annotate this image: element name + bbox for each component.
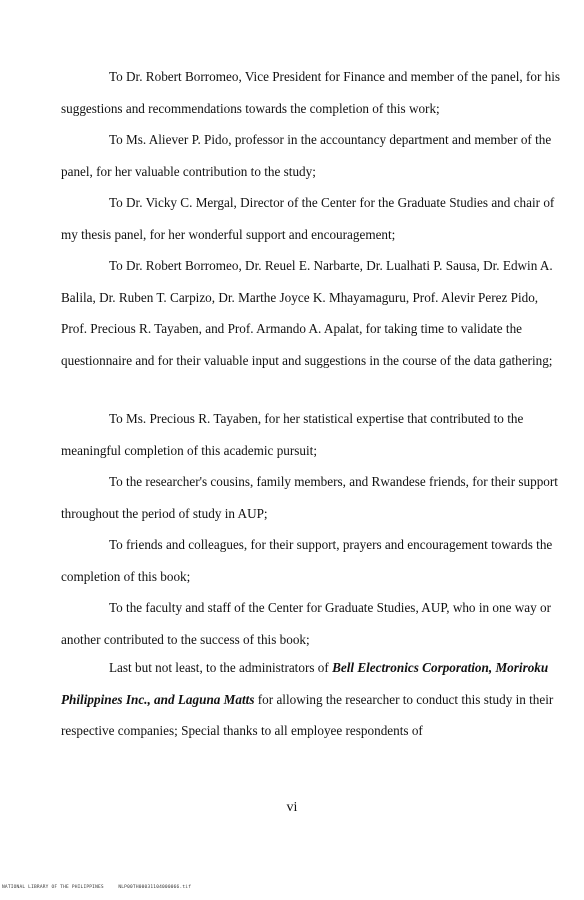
scan-footer-text: NATIONAL LIBRARY OF THE PHILIPPINES NLP00TH00031104000066.tif xyxy=(2,885,192,890)
page-number: vi xyxy=(286,800,298,815)
paragraph-tail-text: for allowing the researcher to conduct this study in their respective companies; Special thanks to all employee respondents of xyxy=(61,691,554,738)
company-names: Bell Electronics Corporation, Moriroku Philippines Inc., and Laguna Matts xyxy=(61,660,549,707)
acknowledgment-paragraph-2: To Ms. Aliever P. Pido, professor in the accountancy department and member of the panel, for her valuable contribution to the study; xyxy=(61,132,552,179)
acknowledgment-paragraph-5: To Ms. Precious R. Tayaben, for her statistical expertise that contributed to the meaningful completion of this academic pursuit; xyxy=(61,411,524,458)
acknowledgment-paragraph-8: To the faculty and staff of the Center for Graduate Studies, AUP, who in one way or another contributed to the success of this book; xyxy=(61,600,551,647)
acknowledgment-paragraph-1: To Dr. Robert Borromeo, Vice President for Finance and member of the panel, for his suggestions and recommendations towards the completion of this work; xyxy=(61,69,561,116)
acknowledgment-paragraph-7: To friends and colleagues, for their support, prayers and encouragement towards the completion of this book; xyxy=(61,537,553,584)
acknowledgment-paragraph-9 xyxy=(61,652,561,747)
paragraph-lead-text: Last but not least, to the administrators of xyxy=(109,660,333,675)
acknowledgment-paragraph-3: To Dr. Vicky C. Mergal, Director of the Center for the Graduate Studies and chair of my thesis panel, for her wonderful support and encouragement; xyxy=(61,195,555,242)
acknowledgment-paragraph-6: To the researcher's cousins, family members, and Rwandese friends, for their support throughout the period of study in AUP; xyxy=(61,474,558,521)
acknowledgment-paragraph-4: To Dr. Robert Borromeo, Dr. Reuel E. Narbarte, Dr. Lualhati P. Sausa, Dr. Edwin A. Balila, Dr. Ruben T. Carpizo, Dr. Marthe Joyce K. Mhayamaguru, Prof. Alevir Perez Pido, Prof. Precious R. Tayaben, and Prof. Armando A. Apalat, for taking time to validate the questionnaire and for their valuable input and suggestions in the course of the data gathering; xyxy=(61,258,553,368)
